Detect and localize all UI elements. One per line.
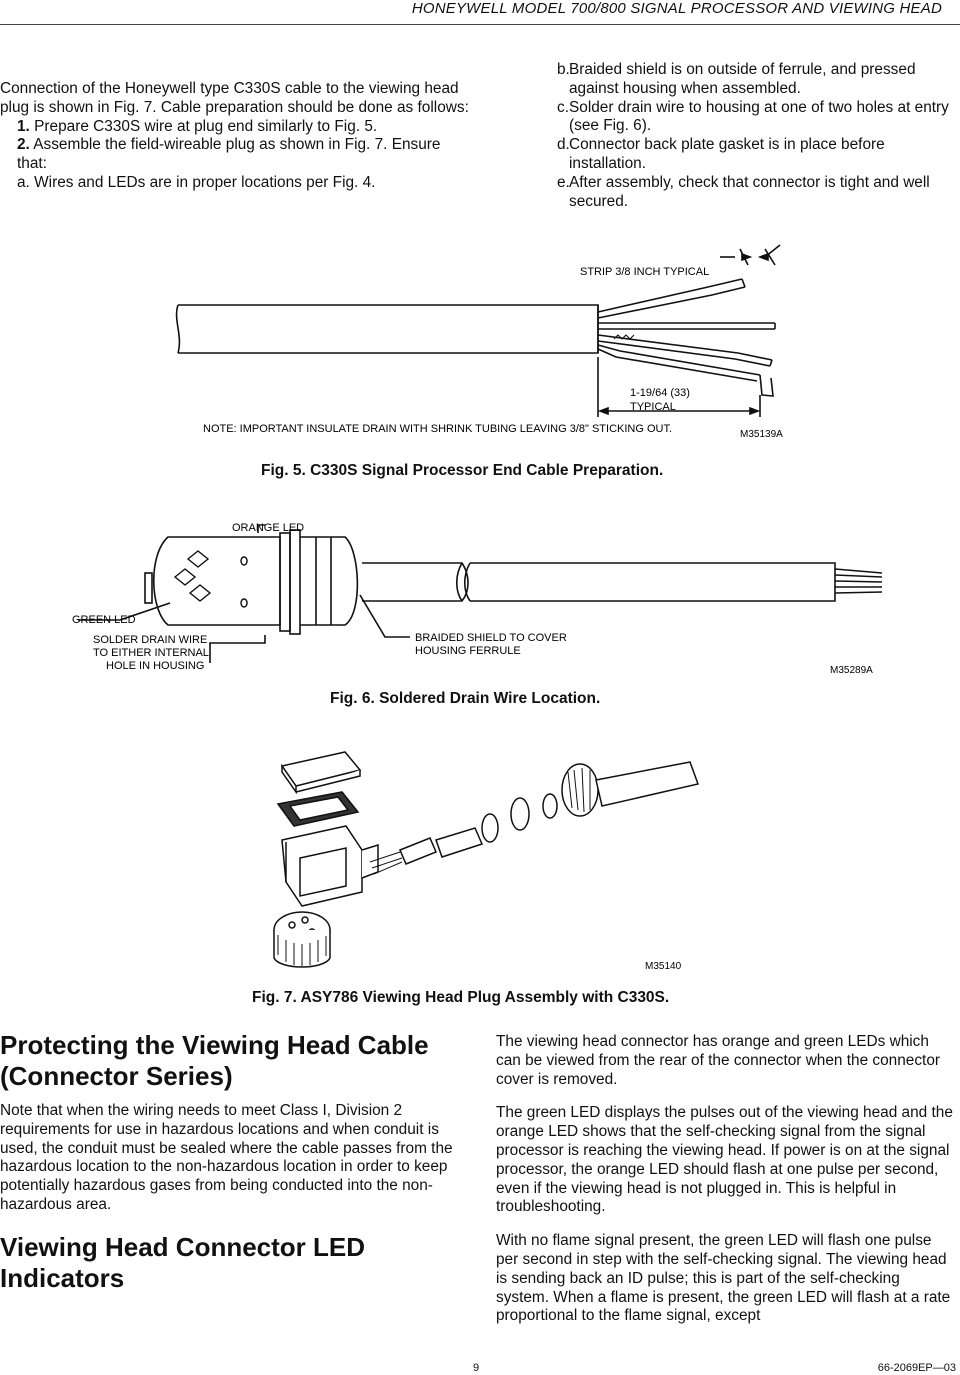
list-item: b. Braided shield is on outside of ferrule, and pressed against housing when assembled. — [557, 61, 916, 97]
orange-led-label: ORANGE LED — [232, 522, 305, 534]
fig5-note: NOTE: IMPORTANT INSULATE DRAIN WITH SHRINK TUBING LEAVING 3/8" STICKING OUT. — [203, 423, 673, 435]
fig7-assembly-drawing — [250, 740, 710, 980]
step-2: 2. Assemble the field-wireable plug as shown in Fig. 7. Ensure that: — [17, 136, 441, 173]
fig5-code: M35139A — [740, 429, 783, 440]
document-number: 66-2069EP—03 — [877, 1362, 956, 1374]
cable-cut-end — [177, 305, 180, 353]
page-header — [0, 0, 960, 28]
right-column — [496, 1033, 956, 1341]
sub-item-a: a. Wires and LEDs are in proper locations per Fig. 4. — [17, 173, 376, 191]
header-rule — [0, 24, 960, 25]
intro-paragraph: Connection of the Honeywell type C330S cable to the viewing head plug is shown in Fig. 7. Cable preparation should be done as follows: — [0, 80, 469, 116]
dim-label-2: TYPICAL — [630, 401, 676, 413]
page-number: 9 — [473, 1362, 480, 1374]
braid-label-2: HOUSING FERRULE — [415, 645, 521, 657]
fig7-caption: Fig. 7. ASY786 Viewing Head Plug Assembly with C330S. — [252, 989, 670, 1006]
strip-label: STRIP 3/8 INCH TYPICAL — [580, 266, 710, 278]
solder-label-3: HOLE IN HOUSING — [106, 660, 205, 672]
step-1: 1. Prepare C330S wire at plug end similarly to Fig. 5. — [17, 117, 378, 135]
fig7-code: M35140 — [645, 961, 682, 972]
cable-jacket — [178, 305, 598, 353]
fig6-caption: Fig. 6. Soldered Drain Wire Location. — [330, 690, 601, 707]
fig5-cable-diagram — [0, 235, 960, 450]
section-heading-cable: Protecting the Viewing Head Cable (Connector Series) — [0, 1030, 429, 1091]
fig5-caption: Fig. 5. C330S Signal Processor End Cable Preparation. — [261, 462, 664, 479]
header-title: HONEYWELL MODEL 700/800 SIGNAL PROCESSOR AND VIEWING HEAD — [411, 0, 942, 17]
list-item: c. Solder drain wire to housing at one of two holes at entry (see Fig. 6). — [557, 98, 949, 135]
solder-label-2: TO EITHER INTERNAL — [93, 647, 209, 659]
solder-label-1: SOLDER DRAIN WIRE — [93, 634, 208, 646]
paragraph: The viewing head connector has orange and green LEDs which can be viewed from the rear of the connector when the connector cover is removed. — [496, 1033, 941, 1088]
fig6-connector-diagram — [0, 515, 960, 685]
list-item: e. After assembly, check that connector is tight and well secured. — [557, 173, 930, 210]
list-item: d. Connector back plate gasket is in place before installation. — [557, 136, 885, 172]
assembly-checklist — [496, 61, 956, 211]
intro-block — [0, 80, 470, 193]
fig6-code: M35289A — [830, 665, 873, 676]
section-heading-led: Viewing Head Connector LED Indicators — [0, 1232, 366, 1293]
section-text-cable: Note that when the wiring needs to meet Class I, Division 2 requirements for use in hazardous locations and when conduit is used, the conduit must be sealed where the cable passes from the hazardous location to the non-hazardous location in order to keep potentially hazardous gases from being conducted into the non-hazardous area. — [0, 1102, 453, 1213]
dim-label-1: 1-19/64 (33) — [630, 387, 690, 399]
paragraph: With no flame signal present, the green LED will flash one pulse per second in step with the self-checking signal. The viewing head is sending back an ID pulse; this is part of the self-checking system. When a flame is present, the green LED will flash at a rate proportional to the flame signal, except — [496, 1232, 951, 1325]
green-led-label: GREEN LED — [72, 614, 136, 626]
paragraph: The green LED displays the pulses out of the viewing head and the orange LED shows that the self-checking signal from the signal processor is reaching the viewing head. If power is on at the signal processor, the orange LED should flash at one pulse per second, even if the viewing head is not plugged in. This is helpful in troubleshooting. — [496, 1104, 953, 1216]
braid-label-1: BRAIDED SHIELD TO COVER — [415, 632, 567, 644]
